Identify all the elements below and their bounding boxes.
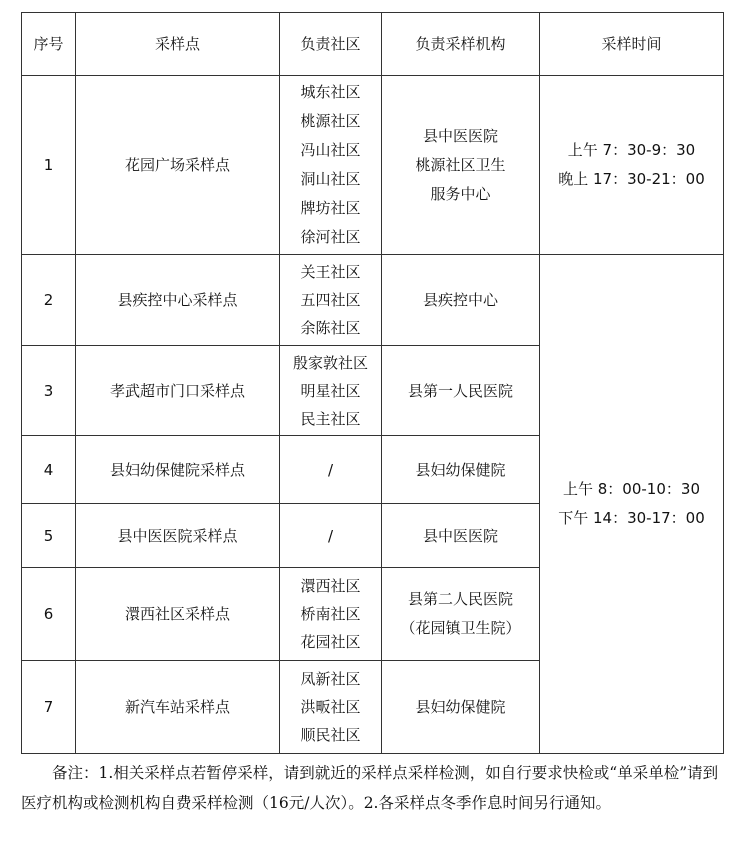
org-cell: 县妇幼保健院 (382, 436, 540, 504)
site-name: 澴西社区采样点 (76, 568, 280, 661)
community-name: 洪畈社区 (300, 698, 361, 716)
community-name: 澴西社区 (300, 577, 361, 595)
org-cell (382, 76, 540, 255)
org-cell: 县中医医院 (382, 504, 540, 568)
site-name: 花园广场采样点 (76, 76, 280, 255)
site-name: 县中医医院采样点 (76, 504, 280, 568)
org-cell (382, 568, 540, 661)
community-name: 殷家敦社区 (292, 353, 368, 372)
community-name: 城东社区 (300, 83, 361, 101)
site-name: 县妇幼保健院采样点 (76, 436, 280, 504)
org-line: 县第二人民医院 (407, 590, 513, 608)
time-line: 上午 8：00-10：30 (563, 480, 700, 498)
community-list (280, 346, 382, 436)
row-number: 7 (22, 661, 76, 754)
community-name: 徐河社区 (300, 228, 361, 246)
header-no: 序号 (22, 13, 76, 76)
community-name: 关王社区 (300, 263, 361, 281)
header-community: 负责社区 (280, 13, 382, 76)
time-line: 晚上 17：30-21：00 (558, 170, 705, 188)
row-number: 2 (22, 255, 76, 346)
site-name: 新汽车站采样点 (76, 661, 280, 754)
header-site: 采样点 (76, 13, 280, 76)
community-name: 凤新社区 (300, 670, 361, 688)
community-list: / (280, 504, 382, 568)
time-line: 上午 7：30-9：30 (567, 141, 696, 159)
row-number: 5 (22, 504, 76, 568)
org-line: 桃源社区卫生 (415, 155, 506, 174)
sampling-site-table (21, 12, 724, 754)
community-list: / (280, 436, 382, 504)
header-time: 采样时间 (540, 13, 724, 76)
community-name: 余陈社区 (300, 319, 361, 337)
org-line: 服务中心 (430, 184, 491, 203)
community-name: 桥南社区 (300, 605, 361, 623)
header-org: 负责采样机构 (382, 13, 540, 76)
org-line: 县中医医院 (422, 126, 498, 145)
org-cell: 县第一人民医院 (382, 346, 540, 436)
community-name: 花园社区 (300, 633, 361, 651)
table-row (22, 76, 724, 255)
row-number: 4 (22, 436, 76, 504)
row-number: 1 (22, 76, 76, 255)
community-name: 明星社区 (300, 381, 361, 400)
org-cell: 县妇幼保健院 (382, 661, 540, 754)
header-row (22, 13, 724, 76)
community-list (280, 76, 382, 255)
org-line: （花园镇卫生院） (400, 619, 521, 637)
community-name: 民主社区 (300, 409, 361, 428)
community-name: 顺民社区 (300, 726, 361, 744)
community-name: 牌坊社区 (300, 199, 361, 217)
time-line: 下午 14：30-17：00 (558, 509, 705, 527)
row-number: 6 (22, 568, 76, 661)
remarks-note: 备注：1.相关采样点若暂停采样，请到就近的采样点采样检测，如自行要求快检或“单采单检”请到医疗机构或检测机构自费采样检测（16元/人次）。2.各采样点冬季作息时间另行通知。 (21, 764, 719, 812)
org-cell: 县疾控中心 (382, 255, 540, 346)
community-name: 冯山社区 (300, 141, 361, 159)
row-number: 3 (22, 346, 76, 436)
time-cell (540, 76, 724, 255)
time-cell (540, 255, 724, 754)
site-name: 孝武超市门口采样点 (76, 346, 280, 436)
table-row (22, 255, 724, 346)
community-name: 桃源社区 (300, 112, 361, 130)
community-list (280, 661, 382, 754)
community-name: 洞山社区 (300, 170, 361, 188)
community-list (280, 568, 382, 661)
community-name: 五四社区 (300, 291, 361, 309)
community-list (280, 255, 382, 346)
site-name: 县疾控中心采样点 (76, 255, 280, 346)
